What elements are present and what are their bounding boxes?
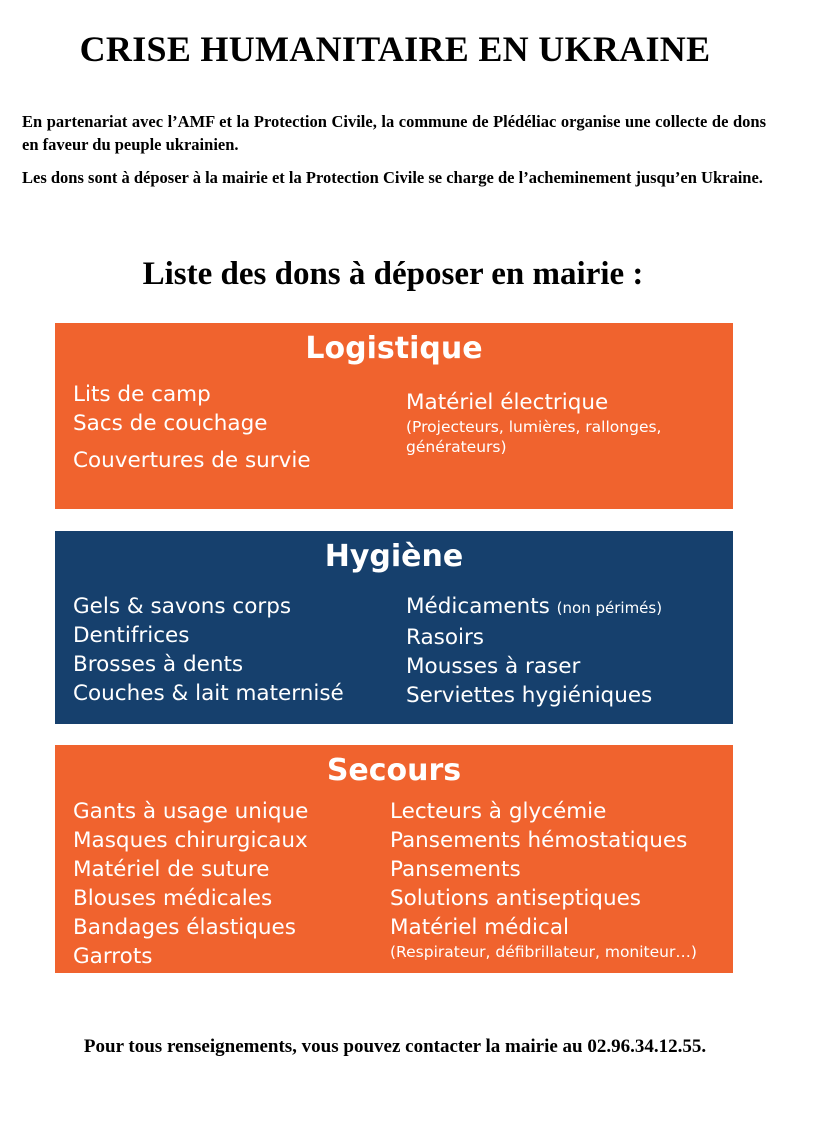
- list-item: Couches & lait maternisé: [73, 681, 344, 706]
- page-title: CRISE HUMANITAIRE EN UKRAINE: [79, 29, 711, 69]
- panel-title-hygiene: Hygiène: [324, 539, 464, 574]
- intro-paragraph-partnership: En partenariat avec l’AMF et la Protection Civile, la commune de Plédéliac organise une collecte de dons en faveur du peuple ukrainien.: [22, 112, 766, 154]
- list-item: Gels & savons corps: [73, 594, 292, 619]
- secours-left-list: [73, 797, 308, 971]
- list-item-note: (Projecteurs, lumières, rallonges, générateurs): [406, 418, 662, 456]
- list-item: Matériel de suture: [73, 857, 270, 882]
- list-item: Pansements hémostatiques: [390, 828, 688, 853]
- list-item: Garrots: [73, 944, 153, 969]
- list-item: Matériel électrique: [406, 390, 609, 415]
- list-item: Solutions antiseptiques: [390, 886, 642, 911]
- hygiene-right-list: [406, 592, 662, 710]
- list-item: Lecteurs à glycémie: [390, 799, 607, 824]
- list-item: Rasoirs: [406, 625, 485, 650]
- list-item: Dentifrices: [73, 623, 190, 648]
- list-item: Sacs de couchage: [73, 411, 268, 436]
- list-item: Blouses médicales: [73, 886, 273, 911]
- list-item: Mousses à raser: [406, 654, 581, 679]
- list-item: Couvertures de survie: [73, 448, 311, 473]
- list-item: Masques chirurgicaux: [73, 828, 308, 853]
- hygiene-left-list: [73, 592, 344, 708]
- panel-hygiene: [55, 531, 733, 724]
- list-item: Matériel médical: [390, 915, 569, 940]
- donation-list-heading: Liste des dons à déposer en mairie :: [142, 256, 644, 292]
- list-item: Brosses à dents: [73, 652, 244, 677]
- list-item: Gants à usage unique: [73, 799, 309, 824]
- list-item: Lits de camp: [73, 382, 211, 407]
- panel-title-logistique: Logistique: [305, 331, 483, 366]
- list-item: Pansements: [390, 857, 521, 882]
- panel-secours: [55, 745, 733, 973]
- secours-right-list: [390, 797, 697, 962]
- panel-logistique: [55, 323, 733, 509]
- list-item-note: (non périmés): [556, 599, 663, 617]
- list-item: [406, 592, 662, 623]
- list-item: Bandages élastiques: [73, 915, 296, 940]
- list-item-note: (Respirateur, défibrillateur, moniteur…): [390, 943, 697, 961]
- logistique-left-list: [73, 380, 311, 475]
- intro-paragraph-delivery: Les dons sont à déposer à la mairie et la Protection Civile se charge de l’acheminement jusqu’en Ukraine.: [22, 168, 763, 187]
- contact-footer: Pour tous renseignements, vous pouvez contacter la mairie au 02.96.34.12.55.: [83, 1036, 707, 1057]
- panel-title-secours: Secours: [326, 753, 462, 788]
- list-item: Serviettes hygiéniques: [406, 683, 653, 708]
- logistique-right-list: [406, 388, 706, 457]
- list-item-label: Médicaments: [406, 594, 550, 619]
